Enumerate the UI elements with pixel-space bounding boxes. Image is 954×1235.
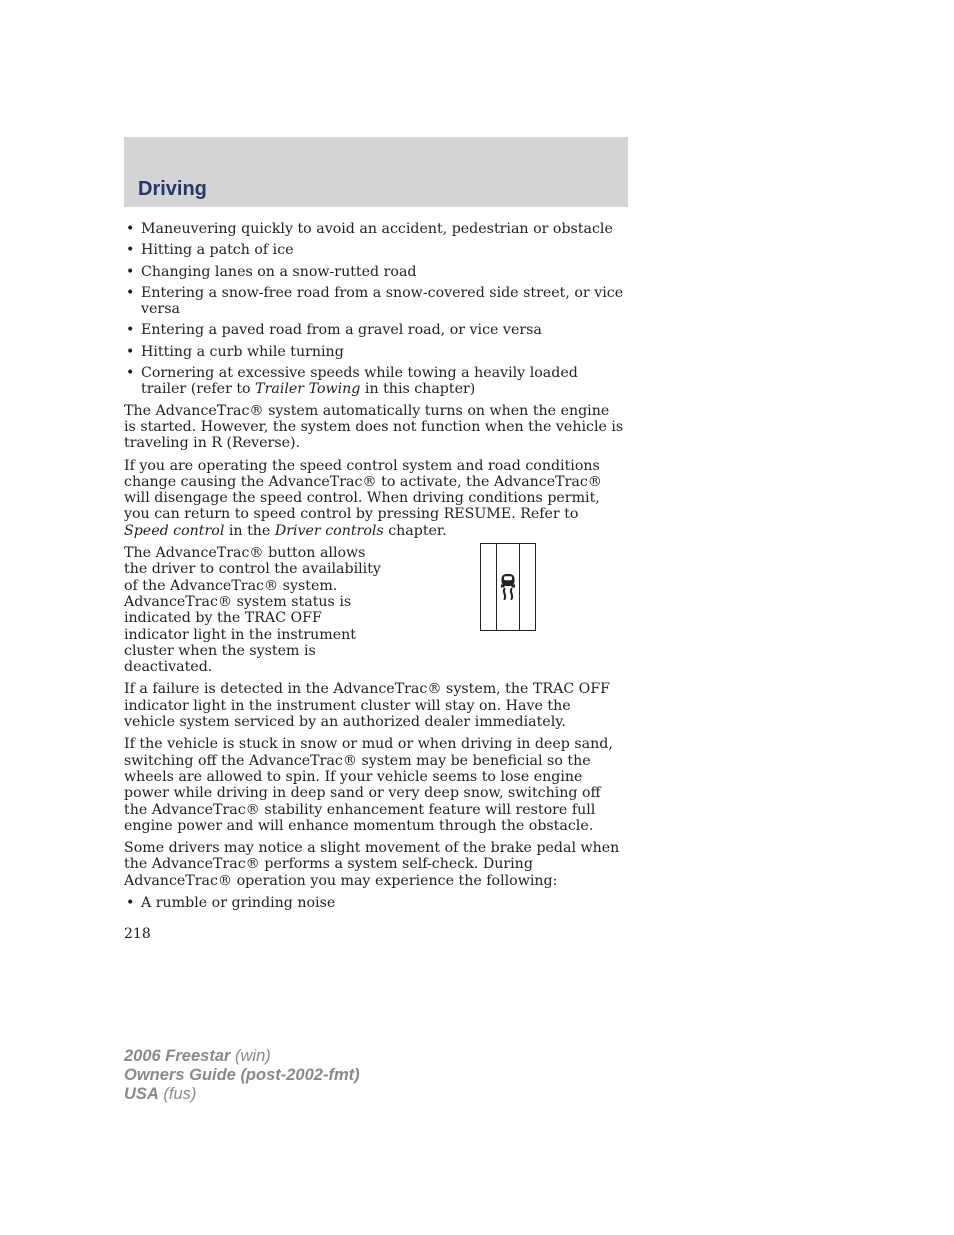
- paragraph-text: in the: [224, 522, 275, 539]
- footer-code: (win): [230, 1047, 271, 1065]
- section-title: Driving: [138, 178, 207, 200]
- paragraph: Some drivers may notice a slight movement of the brake pedal when the AdvanceTrac® performs a system self-check. During AdvanceTrac® operation you may experience the following:: [124, 840, 620, 889]
- list-item: • Hitting a patch of ice: [124, 242, 624, 258]
- footer-line: [124, 1066, 360, 1085]
- experience-list: [124, 895, 624, 911]
- market-name: USA: [124, 1085, 159, 1103]
- list-item: • Entering a paved road from a gravel road, or vice versa: [124, 322, 624, 338]
- paragraph-text: chapter.: [383, 522, 447, 539]
- footer-code: (fus): [158, 1085, 197, 1103]
- footer-line: [124, 1085, 360, 1104]
- list-item-text: Cornering at excessive speeds while towing a heavily loaded trailer (refer to: [141, 365, 578, 398]
- conditions-list: [124, 221, 624, 398]
- cross-reference: Trailer Towing: [255, 381, 361, 398]
- list-item: • Entering a snow-free road from a snow-covered side street, or vice versa: [124, 285, 624, 318]
- cross-reference: Driver controls: [274, 522, 384, 539]
- paragraph-text: If you are operating the speed control system and road conditions change causing the AdvanceTrac® to activate, the AdvanceTrac® will disengage the speed control. When driving conditions permit, you can return to speed control by pressing RESUME. Refer to: [124, 457, 602, 523]
- model-name: 2006 Freestar: [124, 1047, 231, 1065]
- cross-reference: Speed control: [124, 522, 225, 539]
- paragraph: If the vehicle is stuck in snow or mud or when driving in deep sand, switching off the AdvanceTrac® system may be beneficial so the wheels are allowed to spin. If your vehicle seems to lose engine power while driving in deep sand or very deep snow, switching off the AdvanceTrac® stability enhancement feature will restore full engine power and will enhance momentum through the obstacle.: [124, 736, 613, 834]
- section-header-band: [124, 137, 628, 207]
- page-number: 218: [124, 926, 151, 942]
- button-edge-left: [496, 544, 497, 630]
- guide-name: Owners Guide (post-2002-fmt): [124, 1066, 360, 1084]
- page-content: [124, 221, 624, 916]
- skidding-car-icon: [499, 572, 517, 602]
- list-item: • Changing lanes on a snow-rutted road: [124, 264, 624, 280]
- list-item-text: in this chapter): [360, 381, 476, 398]
- list-item: [124, 365, 624, 398]
- paragraph: The AdvanceTrac® system automatically turns on when the engine is started. However, the system does not function when the vehicle is traveling in R (Reverse).: [124, 402, 624, 452]
- list-item: • Maneuvering quickly to avoid an accident, pedestrian or obstacle: [124, 221, 624, 237]
- advancetrac-button-icon: [480, 543, 536, 631]
- footer-line: [124, 1047, 360, 1066]
- list-item: • A rumble or grinding noise: [124, 895, 624, 911]
- paragraph: If a failure is detected in the AdvanceTrac® system, the TRAC OFF indicator light in the instrument cluster will stay on. Have the vehicle system serviced by an authorized dealer immediately.: [124, 681, 611, 731]
- button-description: [124, 545, 624, 675]
- paragraph: The AdvanceTrac® button allows the driver to control the availability of the AdvanceTrac® system. AdvanceTrac® system status is indicated by the TRAC OFF indicator light in the instrument cluster when the system is deactivated.: [124, 545, 381, 676]
- list-item: • Hitting a curb while turning: [124, 344, 624, 360]
- button-edge-right: [519, 544, 520, 630]
- document-footer: [124, 1047, 360, 1104]
- paragraph: [124, 458, 624, 539]
